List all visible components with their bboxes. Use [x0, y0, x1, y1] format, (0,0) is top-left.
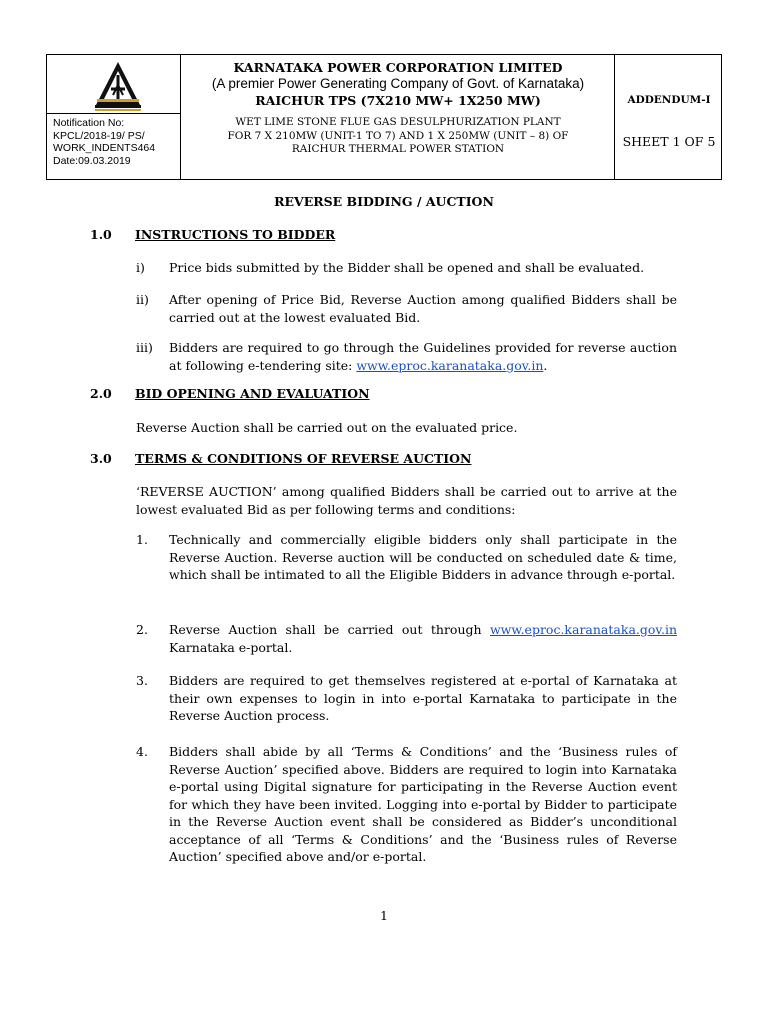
list-item-marker: 4.: [136, 744, 148, 759]
project-line: WET LIME STONE FLUE GAS DESULPHURIZATION PLANT: [235, 116, 561, 128]
text-span: Karnataka e-portal.: [169, 639, 293, 655]
section-title: TERMS & CONDITIONS OF REVERSE AUCTION: [135, 451, 472, 466]
list-item-marker: ii): [136, 292, 149, 307]
notification-indent: WORK_INDENTS464: [53, 142, 156, 154]
document-title: REVERSE BIDDING / AUCTION: [274, 194, 494, 209]
list-item-marker: i): [136, 260, 145, 275]
list-item-text: Price bids submitted by the Bidder shall be opened and shall be evaluated.: [169, 260, 645, 275]
notification-date: Date:09.03.2019: [53, 154, 131, 167]
notification-label: Notification No:: [53, 117, 125, 129]
project-line: RAICHUR THERMAL POWER STATION: [291, 143, 505, 155]
section-title: INSTRUCTIONS TO BIDDER: [135, 227, 336, 242]
section-paragraph: ‘REVERSE AUCTION’ among qualified Bidders shall be carried out to arrive at the lowest evaluated Bid as per following terms and conditions:: [136, 484, 677, 517]
eproc-link[interactable]: www.eproc.karanataka.gov.in: [489, 622, 677, 637]
list-item-text: Technically and commercially eligible bidders only shall participate in the Reverse Auction. Reverse auction will be conducted on scheduled date & time, which shall be intimated to all the Eligible Bidders in advance through e-portal.: [169, 532, 677, 582]
company-subtitle: (A premier Power Generating Company of Govt. of Karnataka): [211, 76, 585, 91]
section-title: BID OPENING AND EVALUATION: [135, 386, 370, 401]
page-number: 1: [380, 908, 388, 923]
text-span: .: [543, 357, 548, 373]
list-item-marker: 1.: [136, 532, 148, 547]
company-name: KARNATAKA POWER CORPORATION LIMITED: [233, 60, 563, 75]
station-name: RAICHUR TPS (7X210 MW+ 1X250 MW): [255, 93, 541, 108]
list-item-text: [169, 339, 677, 374]
project-line: FOR 7 X 210MW (UNIT-1 TO 7) AND 1 X 250MW (UNIT – 8) OF: [227, 129, 569, 142]
addendum-label: ADDENDUM-I: [627, 94, 711, 106]
kpcl-logo: [91, 59, 145, 113]
list-item-marker: 2.: [136, 622, 148, 637]
notification-block: [53, 117, 181, 167]
header-divider: [47, 113, 180, 114]
list-item-text: [169, 621, 677, 656]
notification-number: KPCL/2018-19/ PS/: [53, 129, 145, 142]
section-paragraph: Reverse Auction shall be carried out on the evaluated price.: [136, 420, 518, 435]
sheet-label: SHEET 1 OF 5: [622, 134, 716, 149]
list-item-marker: iii): [136, 340, 153, 355]
section-number: 3.0: [90, 451, 112, 466]
text-span: Bidders are required to go through the Guidelines provided for reverse auction at following e-tendering site:: [169, 340, 677, 373]
text-span: Reverse Auction shall be carried out through: [169, 622, 490, 637]
project-description: [181, 116, 615, 157]
list-item-text: Bidders shall abide by all ‘Terms & Conditions’ and the ‘Business rules of Reverse Auction’ specified above. Bidders are required to login into Karnataka e-portal using Digital signature for participating in the Reverse Auction event for which they have been invited. Logging into e-portal by Bidder to participate in the Reverse Auction event shall be considered as Bidder’s unconditional acceptance of all ‘Terms & Conditions’ and the ‘Business rules of Reverse Auction’ specified above and/or e-portal.: [169, 744, 677, 864]
section-number: 2.0: [90, 386, 112, 401]
list-item-text: Bidders are required to get themselves registered at e-portal of Karnataka at their own expenses to login in into e-portal Karnataka to participate in the Reverse Auction process.: [169, 673, 677, 723]
document-header: [46, 54, 722, 180]
list-item-text: After opening of Price Bid, Reverse Auction among qualified Bidders shall be carried out at the lowest evaluated Bid.: [169, 292, 677, 325]
eproc-link[interactable]: www.eproc.karanataka.gov.in: [356, 357, 544, 373]
list-item-marker: 3.: [136, 673, 148, 688]
section-number: 1.0: [90, 227, 112, 242]
